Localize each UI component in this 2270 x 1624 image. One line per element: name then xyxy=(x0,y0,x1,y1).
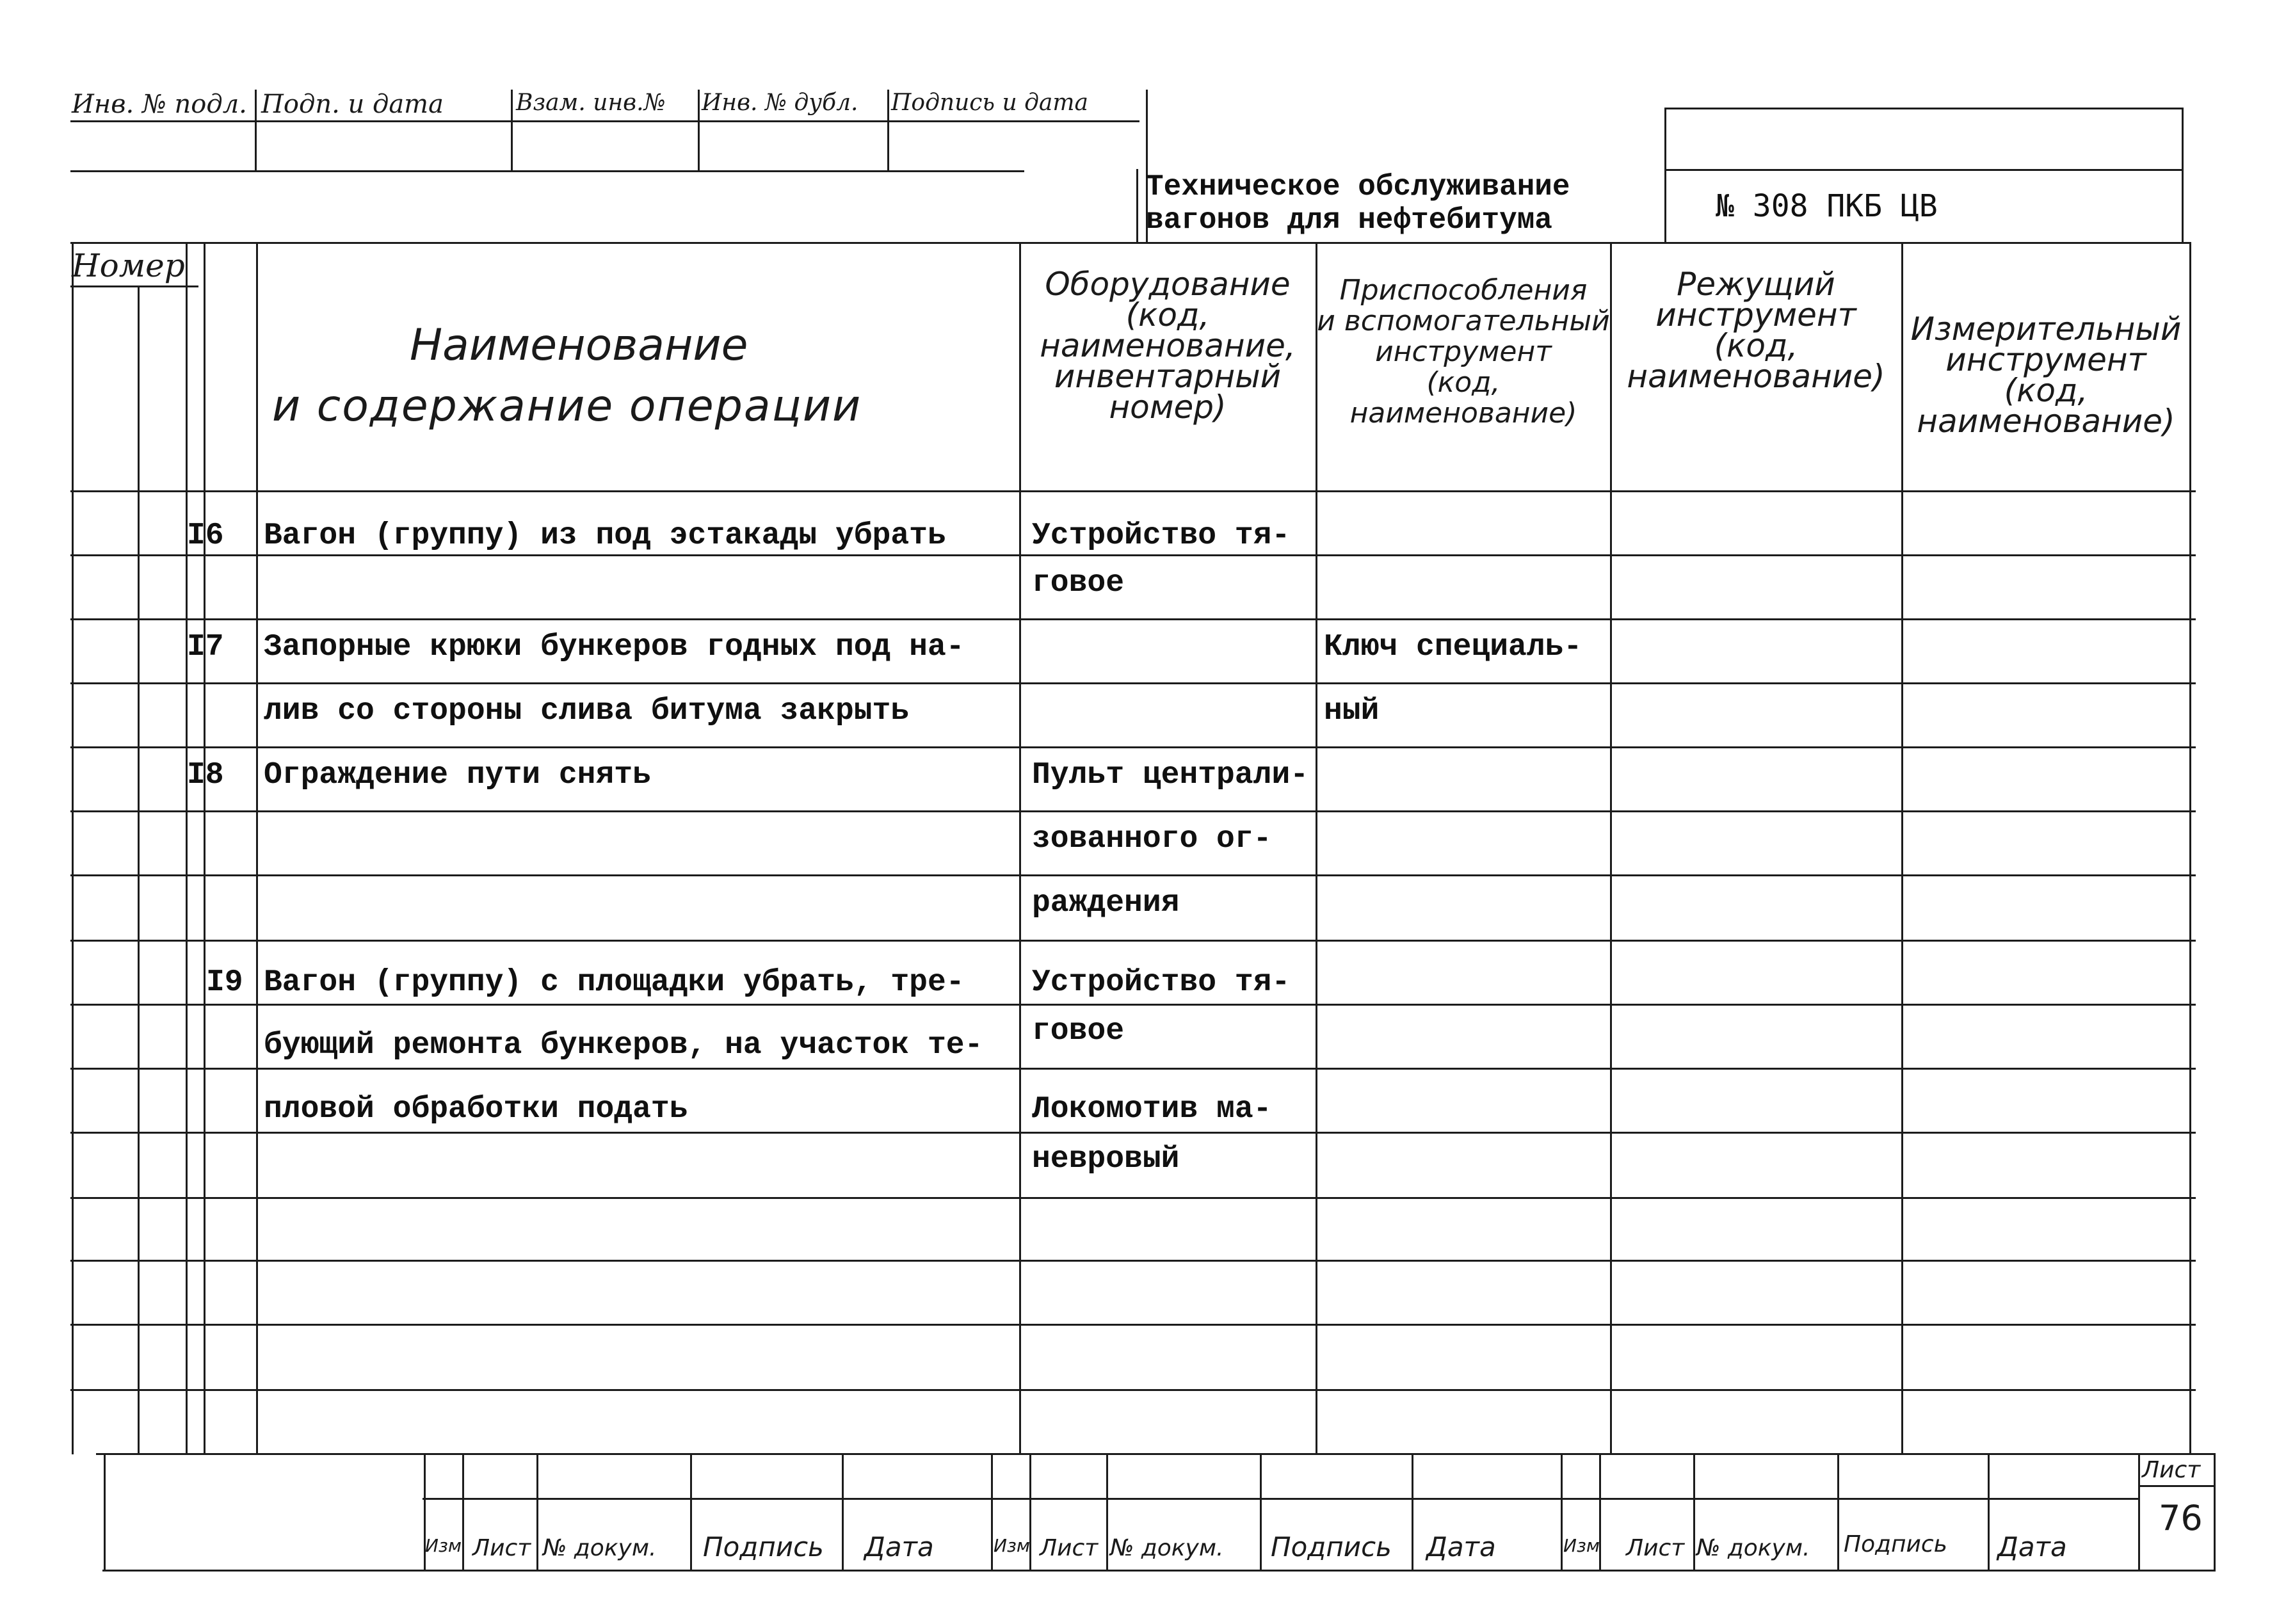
equipment-header-line: Оборудование xyxy=(1045,266,1291,303)
fixtures-header-line: наименование) xyxy=(1349,397,1577,430)
equipment-header-line: наименование, xyxy=(1040,327,1296,364)
operation-equipment: говое xyxy=(1032,1014,1125,1049)
operation-text: пловой обработки подать xyxy=(264,1092,688,1127)
column-header-name-line1: Наименование xyxy=(410,320,748,371)
operation-equipment: Устройство тя- xyxy=(1032,519,1291,553)
stamp-vzam-inv: Взам. инв.№ xyxy=(516,90,666,116)
column-header-cutting xyxy=(1611,266,1901,395)
operation-number: I7 xyxy=(187,630,224,664)
document-number: № 308 ПКБ ЦВ xyxy=(1716,188,1938,224)
operation-number: I8 xyxy=(187,758,224,792)
measuring-header-line: Измерительный xyxy=(1910,310,2182,348)
column-header-equipment xyxy=(1020,266,1315,426)
operation-equipment: Устройство тя- xyxy=(1032,965,1291,1000)
operation-equipment: Пульт централи- xyxy=(1032,758,1309,792)
equipment-header-line: (код, xyxy=(1125,296,1210,334)
footer-doc-num: № докум. xyxy=(543,1535,657,1561)
column-header-measuring xyxy=(1903,310,2189,440)
document-title-line1: Техническое обслуживание xyxy=(1146,170,1570,204)
operation-equipment: зованного ог- xyxy=(1032,822,1272,856)
fixtures-header-line: Приспособления xyxy=(1339,274,1588,307)
operation-text: лив со стороны слива битума закрыть xyxy=(264,694,910,728)
cutting-header-line: наименование) xyxy=(1627,358,1885,395)
operation-equipment: говое xyxy=(1032,566,1125,600)
cutting-header-line: (код, xyxy=(1714,327,1798,364)
footer-list: Лист xyxy=(472,1535,531,1561)
fixtures-header-line: инструмент xyxy=(1375,335,1552,368)
operation-number: I9 xyxy=(206,965,243,1000)
footer-list: Лист xyxy=(1040,1535,1099,1561)
sheet-number: 76 xyxy=(2159,1498,2203,1538)
operation-text: Запорные крюки бункеров годных под на- xyxy=(264,630,965,664)
equipment-header-line: номер) xyxy=(1109,389,1227,426)
operation-number: I6 xyxy=(187,519,224,553)
footer-doc-num: № докум. xyxy=(1696,1535,1810,1561)
column-header-number: Номер xyxy=(72,247,185,284)
operation-fixtures: Ключ специаль- xyxy=(1324,630,1582,664)
footer-list: Лист xyxy=(1626,1535,1685,1561)
cutting-header-line: инструмент xyxy=(1655,296,1856,334)
sheet-label: Лист xyxy=(2142,1457,2201,1483)
stamp-podp-data: Подп. и дата xyxy=(261,90,444,119)
footer-date: Дата xyxy=(1997,1531,2067,1563)
operation-text: Вагон (группу) из под эстакады убрать xyxy=(264,519,946,553)
operation-text: Ограждение пути снять xyxy=(264,758,651,792)
footer-signature: Подпись xyxy=(1844,1531,1947,1557)
equipment-header-line: инвентарный xyxy=(1054,358,1282,395)
stamp-inv-dubl: Инв. № дубл. xyxy=(702,90,858,116)
cutting-header-line: Режущий xyxy=(1677,266,1835,303)
measuring-header-line: инструмент xyxy=(1945,341,2146,378)
stamp-podpis-data: Подпись и дата xyxy=(891,90,1088,116)
footer-signature: Подпись xyxy=(703,1531,824,1563)
stamp-inv-podl: Инв. № подл. xyxy=(72,90,247,119)
footer-date: Дата xyxy=(1426,1531,1496,1563)
document-title-line2: вагонов для нефтебитума xyxy=(1146,204,1552,237)
fixtures-header-line: (код, xyxy=(1426,366,1501,399)
operation-fixtures: ный xyxy=(1324,694,1380,728)
measuring-header-line: наименование) xyxy=(1917,403,2175,440)
fixtures-header-line: и вспомогательный xyxy=(1317,305,1610,337)
operation-text: Вагон (группу) с площадки убрать, тре- xyxy=(264,965,965,1000)
footer-izm: Изм xyxy=(425,1535,462,1556)
operation-equipment: раждения xyxy=(1032,886,1180,921)
column-header-fixtures xyxy=(1317,275,1610,429)
footer-izm: Изм xyxy=(994,1535,1030,1556)
footer-doc-num: № докум. xyxy=(1110,1535,1224,1561)
measuring-header-line: (код, xyxy=(2004,372,2088,409)
operation-text: бующий ремонта бункеров, на участок те- xyxy=(264,1028,983,1063)
column-header-name-line2: и содержание операции xyxy=(272,381,862,431)
footer-signature: Подпись xyxy=(1271,1531,1392,1563)
operation-equipment: невровый xyxy=(1032,1142,1180,1177)
footer-izm: Изм xyxy=(1563,1535,1600,1556)
operation-equipment: Локомотив ма- xyxy=(1032,1092,1272,1127)
footer-date: Дата xyxy=(864,1531,934,1563)
